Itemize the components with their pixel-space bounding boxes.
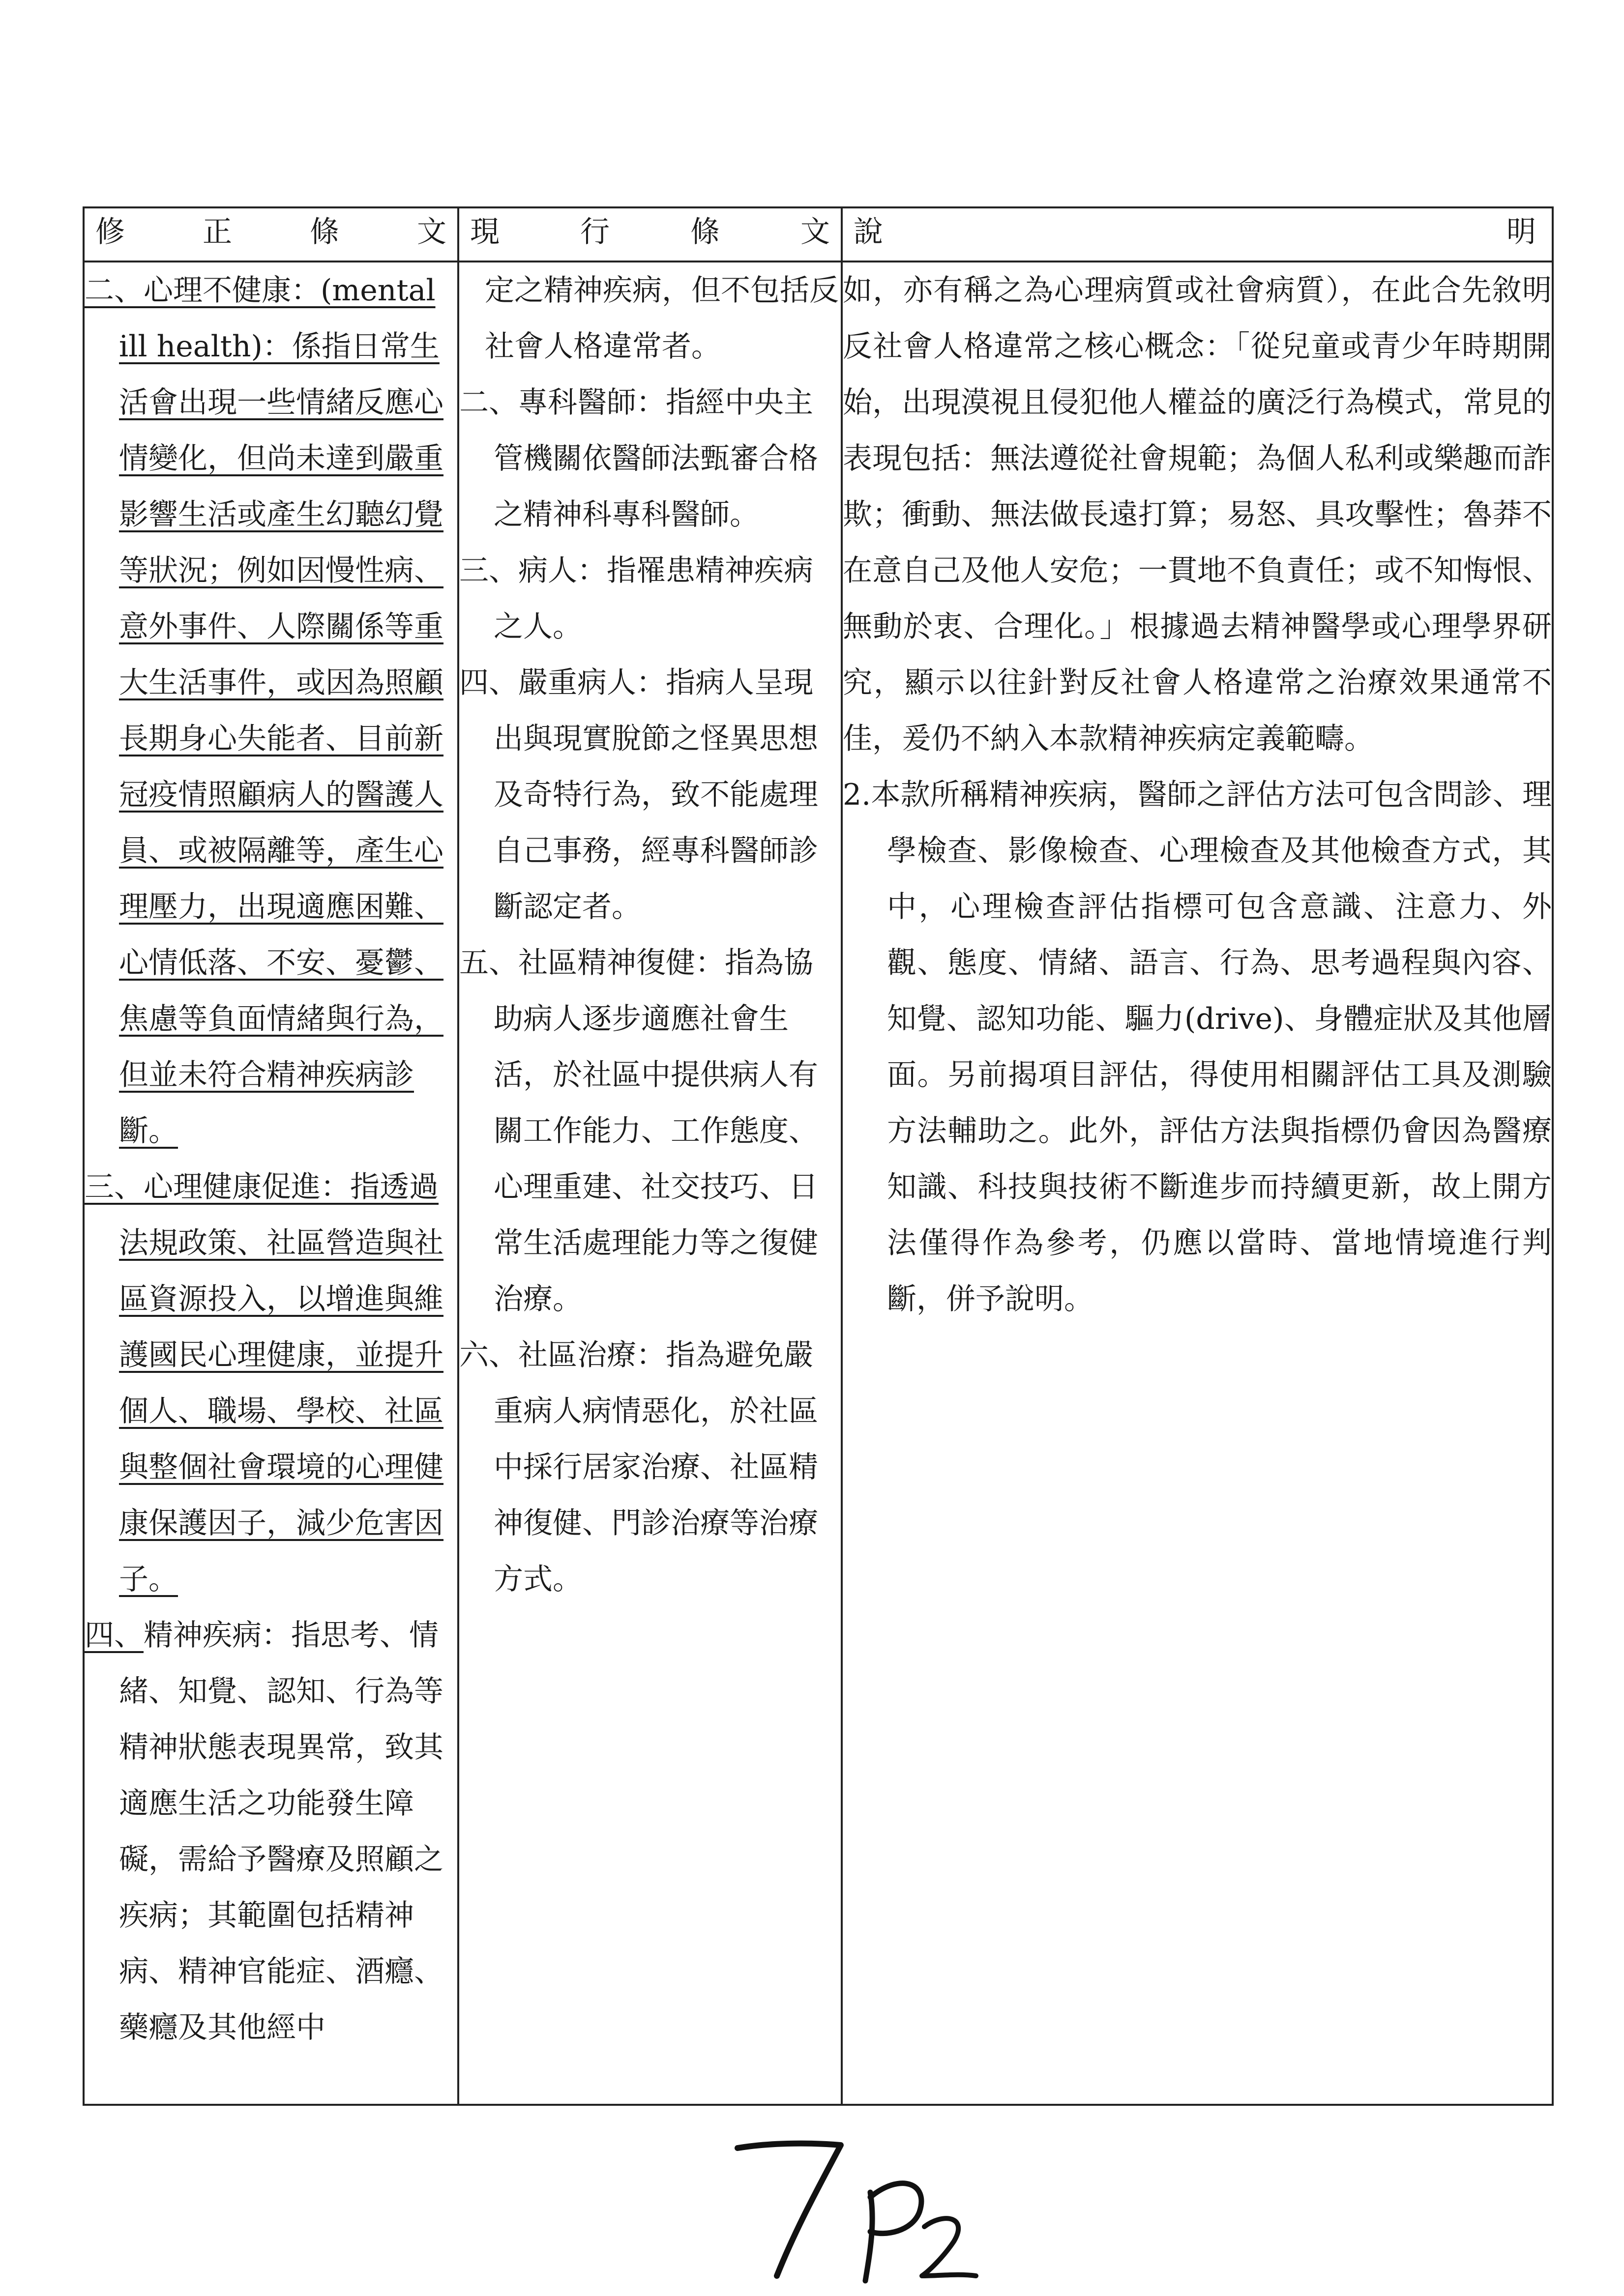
comparison-table [83, 206, 1554, 2106]
explanation-cell [842, 262, 1553, 2105]
amended-item-4: 四、精神疾病：指思考、情緒、知覺、認知、行為等精神狀態表現異常，致其適應生活之功能發生障礙，需給予醫療及照顧之疾病；其範圍包括精神病、精神官能症、酒癮、藥癮及其他經中 [85, 1618, 443, 2045]
amended-text-cell [84, 262, 458, 2105]
header-explanation: 說 明 [842, 207, 1553, 262]
handwritten-page-note [723, 2128, 978, 2286]
amended-item-2: 二、心理不健康：(mental ill health)：係指日常生活會出現一些情緒反應心情變化，但尚未達到嚴重影響生活或產生幻聽幻覺等狀況；例如因慢性病、意外事件、人際關係等重大生活事件，或因為照顧長期身心失能者、目前新冠疫情照顧病人的醫護人員、或被隔離等，產生心理壓力，出現適應困難、心情低落、不安、憂鬱、焦慮等負面情緒與行為，但並未符合精神疾病診斷。 [85, 273, 443, 1148]
current-item-2: 二、專科醫師：指經中央主管機關依醫師法甄審合格之精神科專科醫師。 [459, 385, 818, 532]
amended-item-3: 三、心理健康促進：指透過法規政策、社區營造與社區資源投入，以增進與維護國民心理健康，並提升個人、職場、學校、社區與整個社會環境的心理健康保護因子，減少危害因子。 [85, 1170, 443, 1597]
current-text-cell [458, 262, 842, 2105]
table-header-row [84, 207, 1553, 262]
current-continuation: 定之精神疾病，但不包括反社會人格違常者。 [485, 273, 839, 364]
current-item-6: 六、社區治療：指為避免嚴重病人病情惡化，於社區中採行居家治療、社區精神復健、門診治療等治療方式。 [459, 1338, 818, 1597]
table-body-row [84, 262, 1553, 2105]
current-item-3: 三、病人：指罹患精神疾病之人。 [459, 553, 813, 644]
header-amended-text: 修 正 條 文 [84, 207, 458, 262]
current-item-5: 五、社區精神復健：指為協助病人逐步適應社會生活，於社區中提供病人有關工作能力、工作態度、心理重建、社交技巧、日常生活處理能力等之復健治療。 [459, 946, 818, 1316]
current-item-4: 四、嚴重病人：指病人呈現出與現實脫節之怪異思想及奇特行為，致不能處理自己事務，經專科醫師診斷認定者。 [459, 666, 818, 924]
explanation-continuation: 如，亦有稱之為心理病質或社會病質），在此合先敘明反社會人格違常之核心概念：「從兒童或青少年時期開始，出現漠視且侵犯他人權益的廣泛行為模式，常見的表現包括：無法遵從社會規範；為個人私利或樂趣而詐欺；衝動、無法做長遠打算；易怒、具攻擊性；魯莽不在意自己及他人安危；一貫地不負責任；或不知悔恨、無動於衷、合理化。」根據過去精神醫學或心理學界研究，顯示以往針對反社會人格違常之治療效果通常不佳，爰仍不納入本款精神疾病定義範疇。 [843, 273, 1552, 756]
header-current-text: 現 行 條 文 [458, 207, 842, 262]
explanation-item-2: 2.本款所稱精神疾病，醫師之評估方法可包含問診、理學檢查、影像檢查、心理檢查及其他檢查方式，其中，心理檢查評估指標可包含意識、注意力、外觀、態度、情緒、語言、行為、思考過程與內容、知覺、認知功能、驅力(drive)、身體症狀及其他層面。另前揭項目評估，得使用相關評估工具及測驗方法輔助之。此外，評估方法與指標仍會因為醫療知識、科技與技術不斷進步而持續更新，故上開方法僅得作為參考，仍應以當時、當地情境進行判斷，併予說明。 [843, 778, 1552, 1316]
